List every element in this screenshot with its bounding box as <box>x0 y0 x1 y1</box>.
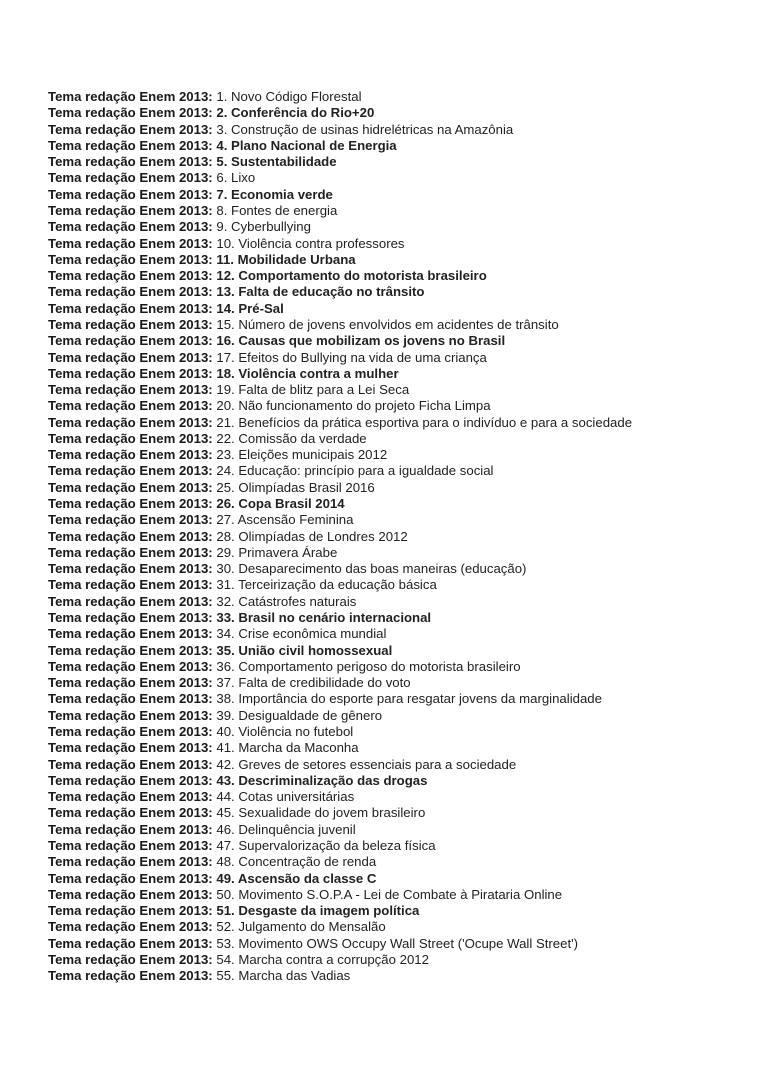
topic-text: 8. Fontes de energia <box>216 202 338 218</box>
topic-prefix: Tema redação Enem 2013: <box>48 772 213 788</box>
topic-text: 20. Não funcionamento do projeto Ficha Limpa <box>216 398 491 414</box>
topic-text: 50. Movimento S.O.P.A - Lei de Combate à Pirataria Online <box>216 886 563 902</box>
topic-line <box>48 643 748 659</box>
topic-text: 39. Desigualdade de gênero <box>216 707 383 723</box>
topic-text: 14. Pré-Sal <box>216 300 284 316</box>
topic-text: 47. Supervalorização da beleza física <box>216 837 436 853</box>
topic-prefix: Tema redação Enem 2013: <box>48 479 213 495</box>
topic-line <box>48 740 748 756</box>
topic-line <box>48 854 748 870</box>
topic-text: 2. Conferência do Rio+20 <box>216 105 375 121</box>
topic-line <box>48 203 748 219</box>
topic-line <box>48 838 748 854</box>
topic-prefix: Tema redação Enem 2013: <box>48 707 213 723</box>
topic-line <box>48 887 748 903</box>
topic-line <box>48 757 748 773</box>
topic-prefix: Tema redação Enem 2013: <box>48 854 213 870</box>
topic-text: 31. Terceirização da educação básica <box>216 577 437 593</box>
topic-text: 3. Construção de usinas hidrelétricas na Amazônia <box>216 121 514 137</box>
topic-line <box>48 822 748 838</box>
topic-line <box>48 577 748 593</box>
topic-prefix: Tema redação Enem 2013: <box>48 626 213 642</box>
topic-line <box>48 463 748 479</box>
topic-line <box>48 219 748 235</box>
topic-line <box>48 871 748 887</box>
topic-line <box>48 415 748 431</box>
topic-text: 18. Violência contra a mulher <box>216 365 399 381</box>
topic-prefix: Tema redação Enem 2013: <box>48 496 213 512</box>
topic-prefix: Tema redação Enem 2013: <box>48 675 213 691</box>
topic-line <box>48 512 748 528</box>
topic-text: 54. Marcha contra a corrupção 2012 <box>216 951 429 967</box>
topic-prefix: Tema redação Enem 2013: <box>48 691 213 707</box>
topic-text: 6. Lixo <box>216 170 256 186</box>
topic-text: 51. Desgaste da imagem política <box>216 903 420 919</box>
topic-line <box>48 236 748 252</box>
topic-text: 10. Violência contra professores <box>216 235 405 251</box>
topic-line <box>48 805 748 821</box>
topic-line <box>48 366 748 382</box>
topic-text: 41. Marcha da Maconha <box>216 740 359 756</box>
topic-line <box>48 594 748 610</box>
topic-prefix: Tema redação Enem 2013: <box>48 805 213 821</box>
topic-prefix: Tema redação Enem 2013: <box>48 593 213 609</box>
topic-text: 43. Descriminalização das drogas <box>216 772 428 788</box>
topic-prefix: Tema redação Enem 2013: <box>48 544 213 560</box>
topic-prefix: Tema redação Enem 2013: <box>48 886 213 902</box>
topic-line <box>48 659 748 675</box>
topic-text: 53. Movimento OWS Occupy Wall Street ('Ocupe Wall Street') <box>216 935 579 951</box>
topic-line <box>48 545 748 561</box>
topic-prefix: Tema redação Enem 2013: <box>48 121 213 137</box>
topic-prefix: Tema redação Enem 2013: <box>48 463 213 479</box>
topic-line <box>48 268 748 284</box>
topic-prefix: Tema redação Enem 2013: <box>48 447 213 463</box>
topic-prefix: Tema redação Enem 2013: <box>48 577 213 593</box>
topic-text: 29. Primavera Árabe <box>216 544 338 560</box>
topic-line <box>48 350 748 366</box>
topic-line <box>48 398 748 414</box>
topic-prefix: Tema redação Enem 2013: <box>48 789 213 805</box>
topic-line <box>48 187 748 203</box>
topic-prefix: Tema redação Enem 2013: <box>48 968 213 984</box>
topic-line <box>48 89 748 105</box>
topic-prefix: Tema redação Enem 2013: <box>48 202 213 218</box>
topic-prefix: Tema redação Enem 2013: <box>48 186 213 202</box>
topic-prefix: Tema redação Enem 2013: <box>48 821 213 837</box>
topic-text: 49. Ascensão da classe C <box>216 870 377 886</box>
topic-text: 40. Violência no futebol <box>216 723 354 739</box>
topic-text: 30. Desaparecimento das boas maneiras (educação) <box>216 561 527 577</box>
topic-line <box>48 333 748 349</box>
topic-prefix: Tema redação Enem 2013: <box>48 512 213 528</box>
topic-prefix: Tema redação Enem 2013: <box>48 723 213 739</box>
topic-line <box>48 431 748 447</box>
topic-text: 1. Novo Código Florestal <box>216 89 362 104</box>
topic-line <box>48 610 748 626</box>
topic-prefix: Tema redação Enem 2013: <box>48 349 213 365</box>
topic-text: 38. Importância do esporte para resgatar jovens da marginalidade <box>216 691 602 707</box>
topic-prefix: Tema redação Enem 2013: <box>48 528 213 544</box>
topic-text: 46. Delinquência juvenil <box>216 821 356 837</box>
topic-prefix: Tema redação Enem 2013: <box>48 561 213 577</box>
topic-prefix: Tema redação Enem 2013: <box>48 951 213 967</box>
topic-line <box>48 773 748 789</box>
topic-prefix: Tema redação Enem 2013: <box>48 251 213 267</box>
topic-text: 15. Número de jovens envolvidos em acidentes de trânsito <box>216 316 559 332</box>
topic-text: 45. Sexualidade do jovem brasileiro <box>216 805 426 821</box>
topic-text: 35. União civil homossexual <box>216 642 393 658</box>
topic-text: 48. Concentração de renda <box>216 854 377 870</box>
topic-text: 17. Efeitos do Bullying na vida de uma criança <box>216 349 487 365</box>
topic-prefix: Tema redação Enem 2013: <box>48 658 213 674</box>
topic-prefix: Tema redação Enem 2013: <box>48 414 213 430</box>
topic-line <box>48 561 748 577</box>
topic-prefix: Tema redação Enem 2013: <box>48 89 213 104</box>
topic-line <box>48 301 748 317</box>
topic-text: 27. Ascensão Feminina <box>216 512 354 528</box>
topic-prefix: Tema redação Enem 2013: <box>48 382 213 398</box>
topic-line <box>48 284 748 300</box>
topic-prefix: Tema redação Enem 2013: <box>48 642 213 658</box>
topic-text: 11. Mobilidade Urbana <box>216 251 356 267</box>
topic-prefix: Tema redação Enem 2013: <box>48 333 213 349</box>
topic-text: 9. Cyberbullying <box>216 219 311 235</box>
topic-text: 37. Falta de credibilidade do voto <box>216 675 411 691</box>
topic-text: 5. Sustentabilidade <box>216 154 337 170</box>
topic-prefix: Tema redação Enem 2013: <box>48 837 213 853</box>
topic-text: 24. Educação: princípio para a igualdade social <box>216 463 494 479</box>
topic-line <box>48 724 748 740</box>
topic-text: 22. Comissão da verdade <box>216 430 367 446</box>
topic-line <box>48 968 748 984</box>
topic-prefix: Tema redação Enem 2013: <box>48 919 213 935</box>
topic-prefix: Tema redação Enem 2013: <box>48 870 213 886</box>
topic-prefix: Tema redação Enem 2013: <box>48 300 213 316</box>
topic-prefix: Tema redação Enem 2013: <box>48 316 213 332</box>
topic-line <box>48 122 748 138</box>
topic-text: 12. Comportamento do motorista brasileiro <box>216 268 487 284</box>
topic-line <box>48 919 748 935</box>
topic-line <box>48 936 748 952</box>
topic-text: 7. Economia verde <box>216 186 333 202</box>
topic-prefix: Tema redação Enem 2013: <box>48 219 213 235</box>
topic-line <box>48 496 748 512</box>
topic-line <box>48 529 748 545</box>
topic-text: 52. Julgamento do Mensalão <box>216 919 386 935</box>
topic-line <box>48 170 748 186</box>
topic-text: 28. Olimpíadas de Londres 2012 <box>216 528 408 544</box>
topic-prefix: Tema redação Enem 2013: <box>48 430 213 446</box>
topic-line <box>48 708 748 724</box>
topic-text: 34. Crise econômica mundial <box>216 626 387 642</box>
topic-text: 19. Falta de blitz para a Lei Seca <box>216 382 410 398</box>
topic-prefix: Tema redação Enem 2013: <box>48 284 213 300</box>
topic-text: 55. Marcha das Vadias <box>216 968 351 984</box>
topic-line <box>48 952 748 968</box>
topic-prefix: Tema redação Enem 2013: <box>48 105 213 121</box>
topic-line <box>48 626 748 642</box>
topic-prefix: Tema redação Enem 2013: <box>48 170 213 186</box>
topic-text: 26. Copa Brasil 2014 <box>216 496 345 512</box>
topic-prefix: Tema redação Enem 2013: <box>48 154 213 170</box>
topic-prefix: Tema redação Enem 2013: <box>48 756 213 772</box>
topic-text: 16. Causas que mobilizam os jovens no Brasil <box>216 333 506 349</box>
topic-text: 21. Benefícios da prática esportiva para o indivíduo e para a sociedade <box>216 414 633 430</box>
topic-text: 13. Falta de educação no trânsito <box>216 284 425 300</box>
topic-text: 44. Cotas universitárias <box>216 789 355 805</box>
topic-text: 42. Greves de setores essenciais para a sociedade <box>216 756 517 772</box>
topic-prefix: Tema redação Enem 2013: <box>48 935 213 951</box>
topic-prefix: Tema redação Enem 2013: <box>48 740 213 756</box>
topic-prefix: Tema redação Enem 2013: <box>48 365 213 381</box>
topic-line <box>48 789 748 805</box>
topic-text: 4. Plano Nacional de Energia <box>216 137 397 153</box>
topic-text: 33. Brasil no cenário internacional <box>216 610 432 625</box>
topic-prefix: Tema redação Enem 2013: <box>48 268 213 284</box>
topic-text: 25. Olimpíadas Brasil 2016 <box>216 479 375 495</box>
topic-text: 32. Catástrofes naturais <box>216 593 357 609</box>
topic-prefix: Tema redação Enem 2013: <box>48 235 213 251</box>
topic-prefix: Tema redação Enem 2013: <box>48 398 213 414</box>
topic-prefix: Tema redação Enem 2013: <box>48 903 213 919</box>
topic-line <box>48 252 748 268</box>
topic-prefix: Tema redação Enem 2013: <box>48 137 213 153</box>
topic-line <box>48 105 748 121</box>
topic-line <box>48 480 748 496</box>
topic-line <box>48 691 748 707</box>
topic-line <box>48 675 748 691</box>
topic-line <box>48 138 748 154</box>
topic-text: 36. Comportamento perigoso do motorista brasileiro <box>216 658 521 674</box>
topic-line <box>48 382 748 398</box>
topic-prefix: Tema redação Enem 2013: <box>48 610 213 625</box>
topic-line <box>48 317 748 333</box>
topic-line <box>48 154 748 170</box>
topic-line <box>48 903 748 919</box>
topic-list <box>48 89 748 984</box>
topic-text: 23. Eleições municipais 2012 <box>216 447 388 463</box>
topic-line <box>48 447 748 463</box>
